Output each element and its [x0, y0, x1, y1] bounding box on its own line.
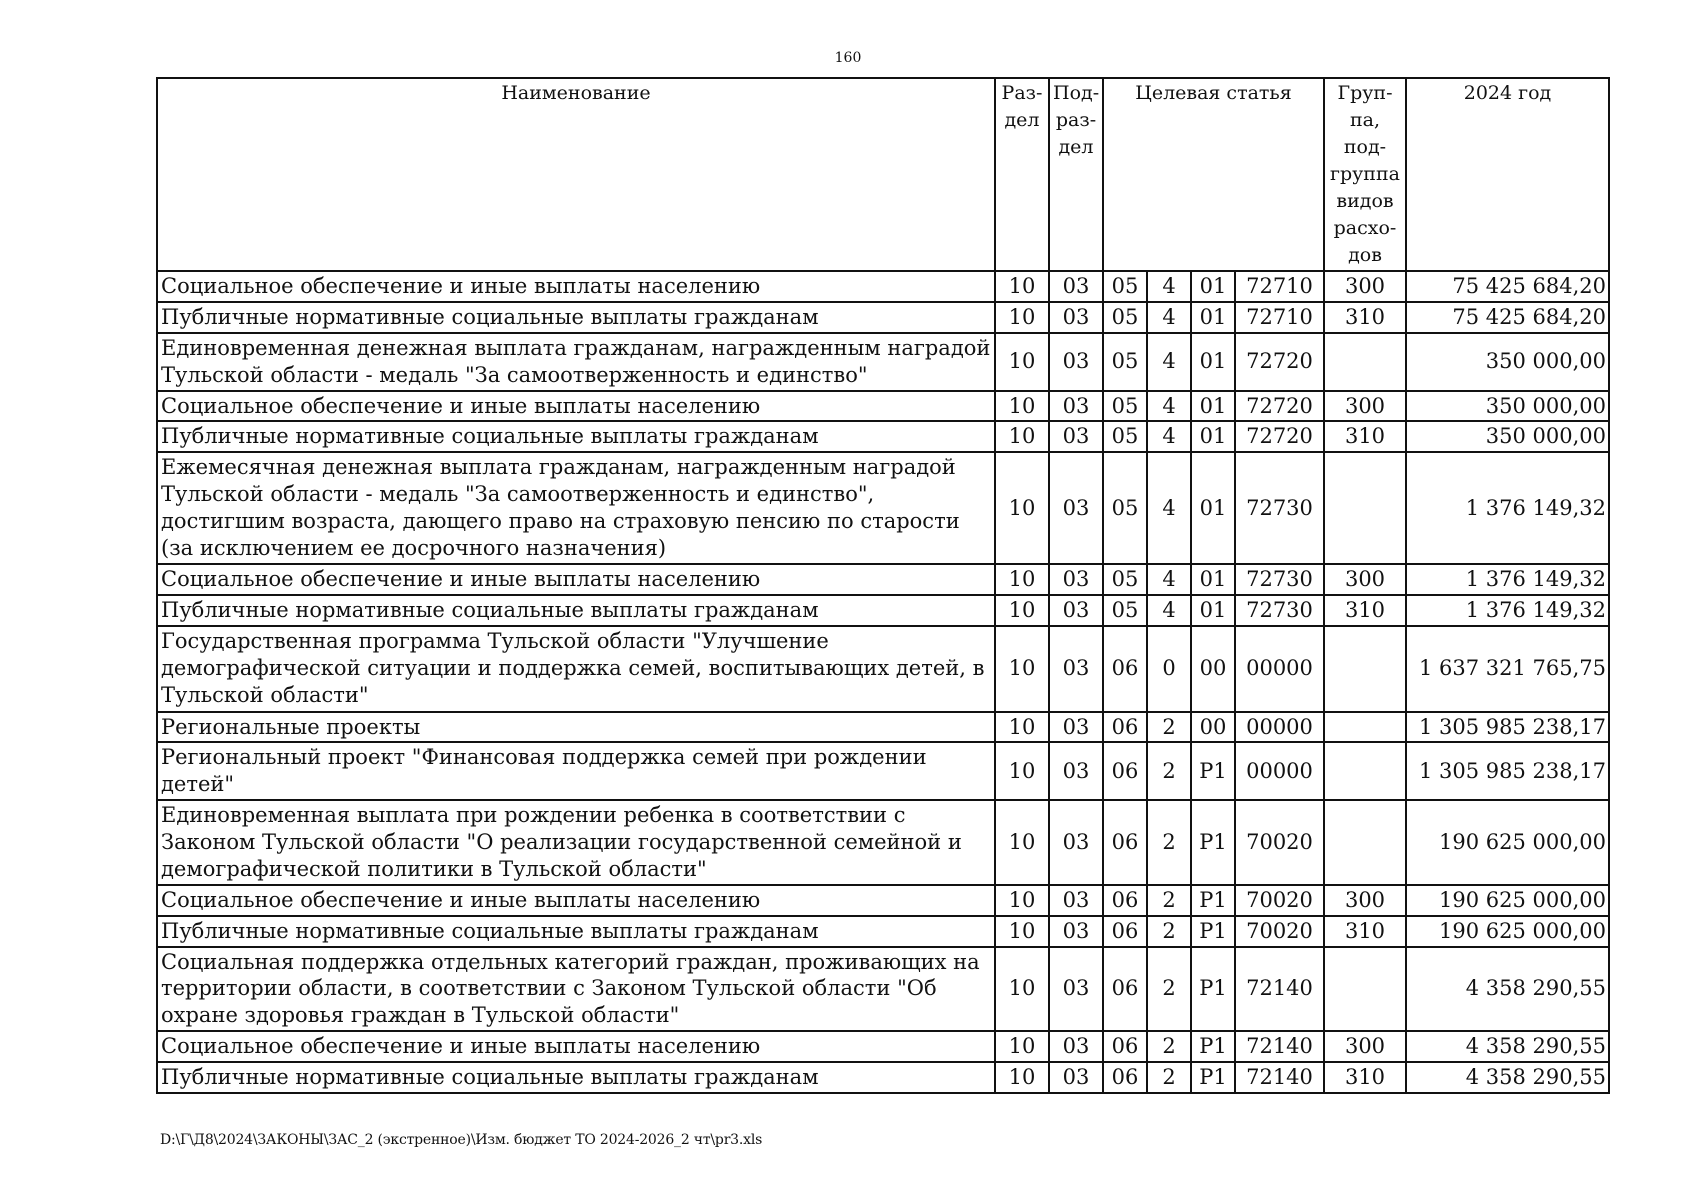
cell-podrazdel: 03: [1049, 271, 1103, 302]
cell-podrazdel: 03: [1049, 916, 1103, 947]
cell-razdel: 10: [995, 947, 1049, 1032]
cell-expense-group: 300: [1324, 564, 1406, 595]
budget-table: [156, 77, 1610, 1094]
header-name: Наименование: [157, 78, 995, 271]
cell-podrazdel: 03: [1049, 452, 1103, 564]
cell-target-event: 00: [1191, 712, 1235, 743]
cell-razdel: 10: [995, 564, 1049, 595]
cell-target-type: 2: [1147, 885, 1191, 916]
cell-podrazdel: 03: [1049, 742, 1103, 800]
cell-target-direction: 72720: [1235, 391, 1324, 422]
cell-expense-group: [1324, 626, 1406, 712]
cell-razdel: 10: [995, 916, 1049, 947]
cell-podrazdel: 03: [1049, 564, 1103, 595]
cell-target-program: 05: [1103, 302, 1147, 333]
cell-target-direction: 72720: [1235, 421, 1324, 452]
cell-target-type: 2: [1147, 712, 1191, 743]
cell-name: Социальное обеспечение и иные выплаты населению: [157, 391, 995, 422]
cell-target-type: 2: [1147, 916, 1191, 947]
header-group: Груп-па, под-группа видов расхо-дов: [1324, 78, 1406, 271]
cell-target-direction: 00000: [1235, 626, 1324, 712]
cell-target-direction: 72730: [1235, 452, 1324, 564]
cell-amount-2024: 1 305 985 238,17: [1406, 712, 1609, 743]
cell-target-event: P1: [1191, 885, 1235, 916]
cell-target-event: 01: [1191, 391, 1235, 422]
cell-target-event: 01: [1191, 271, 1235, 302]
cell-name: Государственная программа Тульской области "Улучшение демографической ситуации и поддержка семей, воспитывающих детей, в Тульской области": [157, 626, 995, 712]
cell-podrazdel: 03: [1049, 947, 1103, 1032]
cell-target-type: 2: [1147, 1031, 1191, 1062]
cell-expense-group: 300: [1324, 1031, 1406, 1062]
cell-name: Региональные проекты: [157, 712, 995, 743]
table-row: [157, 564, 1609, 595]
cell-name: Региональный проект "Финансовая поддержка семей при рождении детей": [157, 742, 995, 800]
table-row: [157, 452, 1609, 564]
cell-target-direction: 72140: [1235, 1062, 1324, 1093]
cell-expense-group: 300: [1324, 391, 1406, 422]
cell-target-type: 0: [1147, 626, 1191, 712]
header-razdel: Раз-дел: [995, 78, 1049, 271]
table-row: [157, 1031, 1609, 1062]
cell-target-direction: 72710: [1235, 271, 1324, 302]
cell-target-type: 4: [1147, 271, 1191, 302]
cell-podrazdel: 03: [1049, 421, 1103, 452]
cell-name: Публичные нормативные социальные выплаты гражданам: [157, 595, 995, 626]
table-row: [157, 626, 1609, 712]
cell-target-program: 06: [1103, 626, 1147, 712]
table-row: [157, 1062, 1609, 1093]
cell-target-direction: 72730: [1235, 564, 1324, 595]
cell-podrazdel: 03: [1049, 333, 1103, 391]
cell-podrazdel: 03: [1049, 302, 1103, 333]
cell-expense-group: 310: [1324, 421, 1406, 452]
cell-expense-group: [1324, 947, 1406, 1032]
cell-razdel: 10: [995, 421, 1049, 452]
cell-amount-2024: 350 000,00: [1406, 333, 1609, 391]
header-row: [157, 78, 1609, 271]
cell-amount-2024: 4 358 290,55: [1406, 1031, 1609, 1062]
cell-target-event: 00: [1191, 626, 1235, 712]
cell-razdel: 10: [995, 1062, 1049, 1093]
cell-amount-2024: 1 637 321 765,75: [1406, 626, 1609, 712]
cell-target-type: 2: [1147, 742, 1191, 800]
cell-podrazdel: 03: [1049, 595, 1103, 626]
cell-podrazdel: 03: [1049, 1062, 1103, 1093]
cell-amount-2024: 1 376 149,32: [1406, 595, 1609, 626]
cell-target-program: 06: [1103, 800, 1147, 885]
table-row: [157, 333, 1609, 391]
cell-target-direction: 72730: [1235, 595, 1324, 626]
cell-target-type: 4: [1147, 302, 1191, 333]
cell-target-event: P1: [1191, 742, 1235, 800]
cell-razdel: 10: [995, 452, 1049, 564]
cell-razdel: 10: [995, 742, 1049, 800]
table-row: [157, 947, 1609, 1032]
cell-amount-2024: 1 376 149,32: [1406, 564, 1609, 595]
cell-expense-group: [1324, 452, 1406, 564]
cell-expense-group: 310: [1324, 916, 1406, 947]
cell-target-type: 4: [1147, 391, 1191, 422]
cell-target-program: 05: [1103, 452, 1147, 564]
cell-target-type: 2: [1147, 1062, 1191, 1093]
cell-podrazdel: 03: [1049, 626, 1103, 712]
page-number: 160: [834, 50, 862, 66]
cell-target-event: 01: [1191, 302, 1235, 333]
header-target: Целевая статья: [1103, 78, 1324, 271]
cell-target-event: P1: [1191, 947, 1235, 1032]
table-row: [157, 421, 1609, 452]
cell-target-program: 05: [1103, 595, 1147, 626]
table-row: [157, 800, 1609, 885]
cell-target-direction: 70020: [1235, 916, 1324, 947]
table-row: [157, 302, 1609, 333]
cell-expense-group: [1324, 800, 1406, 885]
cell-target-type: 2: [1147, 947, 1191, 1032]
cell-name: Социальное обеспечение и иные выплаты населению: [157, 1031, 995, 1062]
cell-target-event: 01: [1191, 452, 1235, 564]
cell-name: Единовременная выплата при рождении ребенка в соответствии с Законом Тульской области "О реализации государственной семейной и демографической политики в Тульской области": [157, 800, 995, 885]
cell-expense-group: 310: [1324, 302, 1406, 333]
cell-podrazdel: 03: [1049, 885, 1103, 916]
header-podrazdel: Под-раз-дел: [1049, 78, 1103, 271]
cell-expense-group: [1324, 333, 1406, 391]
cell-target-event: 01: [1191, 564, 1235, 595]
cell-target-program: 06: [1103, 712, 1147, 743]
cell-name: Ежемесячная денежная выплата гражданам, награжденным наградой Тульской области - медаль "За самоотверженность и единство", достигшим возраста, дающего право на страховую пенсию по старости (за исключением ее досрочного назначения): [157, 452, 995, 564]
cell-razdel: 10: [995, 1031, 1049, 1062]
cell-target-event: 01: [1191, 333, 1235, 391]
cell-target-event: P1: [1191, 800, 1235, 885]
table-row: [157, 916, 1609, 947]
table-row: [157, 885, 1609, 916]
cell-amount-2024: 75 425 684,20: [1406, 302, 1609, 333]
cell-target-event: P1: [1191, 1062, 1235, 1093]
cell-target-program: 06: [1103, 742, 1147, 800]
cell-target-event: 01: [1191, 421, 1235, 452]
cell-target-program: 05: [1103, 421, 1147, 452]
cell-expense-group: 300: [1324, 271, 1406, 302]
cell-target-event: P1: [1191, 916, 1235, 947]
cell-podrazdel: 03: [1049, 1031, 1103, 1062]
cell-podrazdel: 03: [1049, 712, 1103, 743]
cell-target-direction: 00000: [1235, 742, 1324, 800]
cell-target-direction: 00000: [1235, 712, 1324, 743]
cell-target-event: 01: [1191, 595, 1235, 626]
cell-target-type: 2: [1147, 800, 1191, 885]
table-row: [157, 595, 1609, 626]
footer-file-path: D:\Г\Д8\2024\ЗАКОНЫ\ЗАС_2 (экстренное)\Изм. бюджет ТО 2024-2026_2 чт\pr3.xls: [160, 1132, 763, 1148]
cell-target-program: 05: [1103, 564, 1147, 595]
cell-expense-group: 310: [1324, 595, 1406, 626]
table-row: [157, 742, 1609, 800]
cell-target-program: 06: [1103, 1062, 1147, 1093]
cell-target-program: 05: [1103, 271, 1147, 302]
cell-expense-group: [1324, 742, 1406, 800]
cell-target-direction: 72140: [1235, 1031, 1324, 1062]
cell-target-direction: 72720: [1235, 333, 1324, 391]
cell-expense-group: 300: [1324, 885, 1406, 916]
cell-target-direction: 70020: [1235, 800, 1324, 885]
cell-target-program: 06: [1103, 916, 1147, 947]
cell-expense-group: 310: [1324, 1062, 1406, 1093]
cell-amount-2024: 1 376 149,32: [1406, 452, 1609, 564]
cell-razdel: 10: [995, 333, 1049, 391]
cell-target-program: 06: [1103, 1031, 1147, 1062]
cell-podrazdel: 03: [1049, 391, 1103, 422]
cell-razdel: 10: [995, 302, 1049, 333]
table-row: [157, 391, 1609, 422]
cell-target-type: 4: [1147, 333, 1191, 391]
cell-name: Социальное обеспечение и иные выплаты населению: [157, 271, 995, 302]
header-year: 2024 год: [1406, 78, 1609, 271]
cell-name: Публичные нормативные социальные выплаты гражданам: [157, 302, 995, 333]
cell-name: Публичные нормативные социальные выплаты гражданам: [157, 916, 995, 947]
cell-name: Социальная поддержка отдельных категорий граждан, проживающих на территории области, в соответствии с Законом Тульской области "Об охране здоровья граждан в Тульской области": [157, 947, 995, 1032]
cell-razdel: 10: [995, 271, 1049, 302]
cell-name: Социальное обеспечение и иные выплаты населению: [157, 564, 995, 595]
cell-amount-2024: 75 425 684,20: [1406, 271, 1609, 302]
cell-amount-2024: 350 000,00: [1406, 391, 1609, 422]
cell-name: Публичные нормативные социальные выплаты гражданам: [157, 1062, 995, 1093]
cell-amount-2024: 190 625 000,00: [1406, 885, 1609, 916]
cell-target-type: 4: [1147, 421, 1191, 452]
cell-target-event: P1: [1191, 1031, 1235, 1062]
cell-amount-2024: 190 625 000,00: [1406, 916, 1609, 947]
cell-amount-2024: 1 305 985 238,17: [1406, 742, 1609, 800]
table-row: [157, 712, 1609, 743]
cell-amount-2024: 190 625 000,00: [1406, 800, 1609, 885]
cell-name: Единовременная денежная выплата гражданам, награжденным наградой Тульской области - медаль "За самоотверженность и единство": [157, 333, 995, 391]
cell-target-type: 4: [1147, 564, 1191, 595]
cell-target-direction: 70020: [1235, 885, 1324, 916]
cell-razdel: 10: [995, 595, 1049, 626]
cell-target-direction: 72710: [1235, 302, 1324, 333]
cell-podrazdel: 03: [1049, 800, 1103, 885]
cell-amount-2024: 350 000,00: [1406, 421, 1609, 452]
cell-name: Публичные нормативные социальные выплаты гражданам: [157, 421, 995, 452]
cell-razdel: 10: [995, 800, 1049, 885]
cell-amount-2024: 4 358 290,55: [1406, 947, 1609, 1032]
cell-target-direction: 72140: [1235, 947, 1324, 1032]
cell-target-program: 06: [1103, 885, 1147, 916]
cell-target-program: 06: [1103, 947, 1147, 1032]
cell-razdel: 10: [995, 391, 1049, 422]
cell-expense-group: [1324, 712, 1406, 743]
cell-name: Социальное обеспечение и иные выплаты населению: [157, 885, 995, 916]
cell-razdel: 10: [995, 626, 1049, 712]
table-row: [157, 271, 1609, 302]
cell-razdel: 10: [995, 885, 1049, 916]
cell-target-program: 05: [1103, 391, 1147, 422]
cell-target-type: 4: [1147, 452, 1191, 564]
cell-amount-2024: 4 358 290,55: [1406, 1062, 1609, 1093]
cell-target-program: 05: [1103, 333, 1147, 391]
cell-target-type: 4: [1147, 595, 1191, 626]
cell-razdel: 10: [995, 712, 1049, 743]
